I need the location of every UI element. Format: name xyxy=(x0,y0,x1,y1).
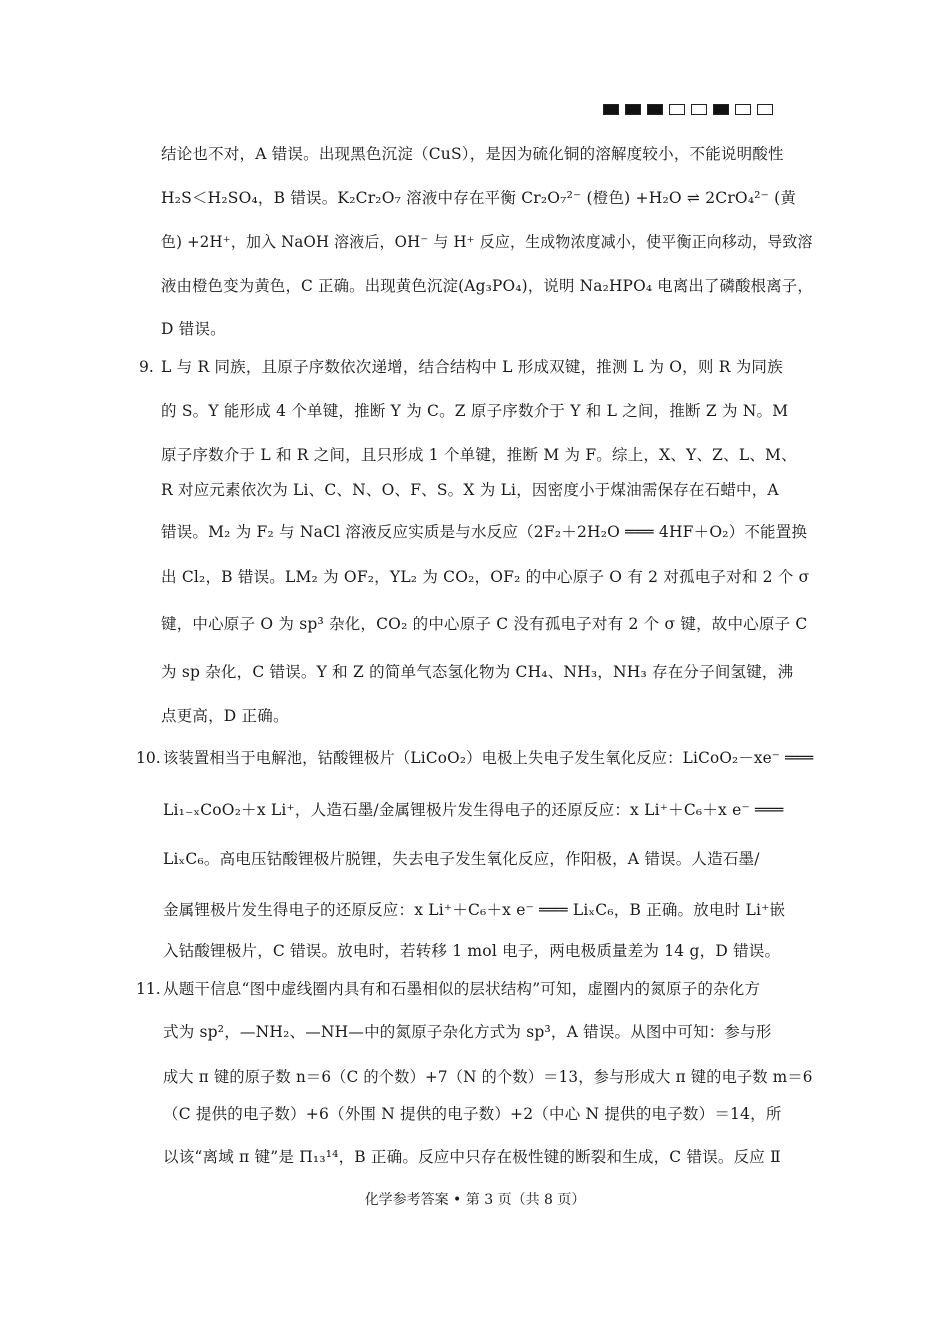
text-line: 入钴酸锂极片，C 错误。放电时，若转移 1 mol 电子，两电极质量差为 14 g，D 错误。 xyxy=(163,942,781,960)
text-line: L 与 R 同族，且原子序数依次递增，结合结构中 L 形成双键，推测 L 为 O，则 R 为同族 xyxy=(161,358,783,376)
text-line: 以该“离域 π 键”是 Π₁₃¹⁴，B 正确。反应中只存在极性键的断裂和生成，C 错误。反应 Ⅱ xyxy=(163,1148,781,1166)
progress-squares xyxy=(603,104,773,115)
text-line: 式为 sp²，—NH₂、—NH—中的氮原子杂化方式为 sp³，A 错误。从图中可知：参与形 xyxy=(163,1023,772,1041)
text-line: 成大 π 键的原子数 n＝6（C 的个数）+7（N 的个数）＝13，参与形成大 π 键的电子数 m＝6 xyxy=(163,1068,813,1086)
text-line: Li₁₋ₓCoO₂＋x Li⁺，人造石墨/金属锂极片发生得电子的还原反应：x Li⁺＋C₆＋x e⁻ ═══ xyxy=(163,801,784,819)
text-line: 的 S。Y 能形成 4 个单键，推断 Y 为 C。Z 原子序数介于 Y 和 L 之间，推断 Z 为 N。M xyxy=(161,402,789,420)
progress-square xyxy=(691,104,707,115)
text-line: 色) +2H⁺，加入 NaOH 溶液后，OH⁻ 与 H⁺ 反应，生成物浓度减小，使平衡正向移动，导致溶 xyxy=(161,233,813,251)
text-line: 为 sp 杂化，C 错误。Y 和 Z 的简单气态氢化物为 CH₄、NH₃，NH₃ 存在分子间氢键，沸 xyxy=(161,663,794,681)
text-line: 金属锂极片发生得电子的还原反应：x Li⁺＋C₆＋x e⁻ ═══ LiₓC₆，B 正确。放电时 Li⁺嵌 xyxy=(163,901,786,919)
progress-square xyxy=(603,104,619,115)
text-line: 结论也不对，A 错误。出现黑色沉淀（CuS），是因为硫化铜的溶解度较小，不能说明酸性 xyxy=(161,145,784,163)
text-line: 错误。M₂ 为 F₂ 与 NaCl 溶液反应实质是与水反应（2F₂＋2H₂O ═══ 4HF＋O₂）不能置换 xyxy=(161,523,808,541)
text-line: 该装置相当于电解池，钴酸锂极片（LiCoO₂）电极上失电子发生氧化反应：LiCoO₂－xe⁻ ═══ xyxy=(163,749,814,767)
text-line: 出 Cl₂，B 错误。LM₂ 为 OF₂，YL₂ 为 CO₂，OF₂ 的中心原子 O 有 2 对孤电子对和 2 个 σ xyxy=(161,568,810,586)
text-line: LiₓC₆。高电压钴酸锂极片脱锂，失去电子发生氧化反应，作阳极，A 错误。人造石墨/ xyxy=(163,850,760,868)
text-line: D 错误。 xyxy=(161,320,226,338)
progress-square xyxy=(647,104,663,115)
progress-square xyxy=(669,104,685,115)
text-line: H₂S＜H₂SO₄，B 错误。K₂Cr₂O₇ 溶液中存在平衡 Cr₂O₇²⁻ (橙色) +H₂O ⇌ 2CrO₄²⁻ (黄 xyxy=(161,189,797,207)
progress-square xyxy=(625,104,641,115)
text-line: 液由橙色变为黄色，C 正确。出现黄色沉淀(Ag₃PO₄)，说明 Na₂HPO₄ 电离出了磷酸根离子， xyxy=(161,277,813,295)
text-line: 键，中心原子 O 为 sp³ 杂化，CO₂ 的中心原子 C 没有孤电子对有 2 个 σ 键，故中心原子 C xyxy=(161,615,808,633)
text-line: 原子序数介于 L 和 R 之间，且只形成 1 个单键，推断 M 为 F。综上，X、Y、Z、L、M、 xyxy=(161,446,797,464)
text-line: （C 提供的电子数）+6（外围 N 提供的电子数）+2（中心 N 提供的电子数）＝14，所 xyxy=(163,1105,782,1123)
progress-square xyxy=(713,104,729,115)
progress-square xyxy=(757,104,773,115)
text-line: 点更高，D 正确。 xyxy=(161,707,289,725)
question-number: 10. xyxy=(136,749,161,767)
page-footer: 化学参考答案 • 第 3 页（共 8 页） xyxy=(364,1192,586,1208)
text-line: R 对应元素依次为 Li、C、N、O、F、S。X 为 Li，因密度小于煤油需保存在石蜡中，A xyxy=(161,481,779,499)
question-number: 11. xyxy=(136,980,161,998)
question-number: 9. xyxy=(139,358,154,376)
progress-square xyxy=(735,104,751,115)
text-line: 从题干信息“图中虚线圈内具有和石墨相似的层状结构”可知，虚圈内的氮原子的杂化方 xyxy=(163,980,761,998)
